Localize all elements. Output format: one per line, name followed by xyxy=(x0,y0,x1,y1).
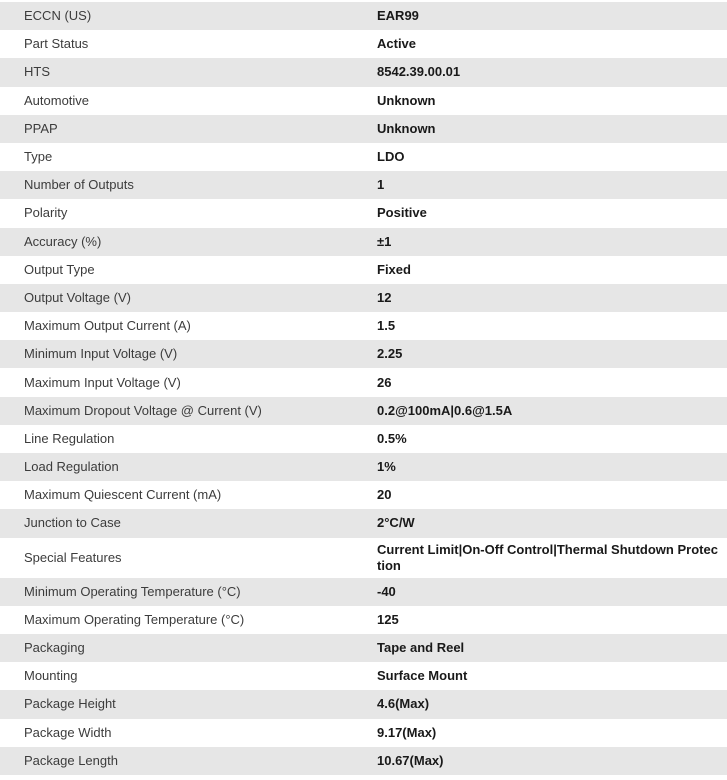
spec-label: HTS xyxy=(24,64,50,80)
spec-value: ±1 xyxy=(377,233,392,249)
spec-label: Automotive xyxy=(24,92,90,108)
spec-label: ECCN (US) xyxy=(24,8,92,24)
table-row xyxy=(0,87,727,115)
table-row xyxy=(0,115,727,143)
table-row xyxy=(0,312,727,340)
table-row xyxy=(0,256,727,284)
spec-value: 8542.39.00.01 xyxy=(377,64,461,80)
table-row xyxy=(0,634,727,662)
table-row xyxy=(0,368,727,396)
table-row xyxy=(0,143,727,171)
spec-label: Load Regulation xyxy=(24,459,119,475)
spec-value: Tape and Reel xyxy=(377,640,465,656)
spec-label: Accuracy (%) xyxy=(24,233,102,249)
spec-value: 0.5% xyxy=(377,430,407,446)
spec-label: Maximum Operating Temperature (°C) xyxy=(24,611,245,627)
table-row xyxy=(0,30,727,58)
spec-label: Output Voltage (V) xyxy=(24,289,131,305)
table-row xyxy=(0,340,727,368)
spec-label: Mounting xyxy=(24,668,78,684)
spec-value: EAR99 xyxy=(377,8,419,24)
spec-label: Package Width xyxy=(24,724,112,740)
spec-label: Part Status xyxy=(24,36,89,52)
spec-value: Active xyxy=(377,36,417,52)
spec-label: Package Length xyxy=(24,752,118,768)
table-row xyxy=(0,606,727,634)
spec-value: 2.25 xyxy=(377,346,403,362)
table-row xyxy=(0,747,727,775)
table-row xyxy=(0,228,727,256)
table-row xyxy=(0,690,727,718)
specifications-table xyxy=(0,2,727,775)
spec-value: 2°C/W xyxy=(377,515,415,531)
spec-value: 10.67(Max) xyxy=(377,752,444,768)
spec-label: Minimum Operating Temperature (°C) xyxy=(24,583,241,599)
spec-label: PPAP xyxy=(24,120,58,136)
spec-label: Special Features xyxy=(24,549,122,565)
table-row xyxy=(0,199,727,227)
spec-label: Minimum Input Voltage (V) xyxy=(24,346,178,362)
table-row xyxy=(0,2,727,30)
spec-value: 0.2@100mA|0.6@1.5A xyxy=(377,402,513,418)
spec-value: Unknown xyxy=(377,92,436,108)
spec-value: 1.5 xyxy=(377,318,396,334)
table-row xyxy=(0,425,727,453)
spec-value: 1% xyxy=(377,459,396,475)
spec-label: Maximum Output Current (A) xyxy=(24,318,191,334)
spec-value: 9.17(Max) xyxy=(377,724,437,740)
table-row xyxy=(0,453,727,481)
table-row xyxy=(0,397,727,425)
table-row xyxy=(0,284,727,312)
spec-value: Surface Mount xyxy=(377,668,468,684)
spec-label: Line Regulation xyxy=(24,430,115,446)
table-row xyxy=(0,481,727,509)
spec-value: 4.6(Max) xyxy=(377,696,430,712)
spec-label: Maximum Dropout Voltage @ Current (V) xyxy=(24,402,262,418)
spec-value: Current Limit|On-Off Control|Thermal Shutdown Protection xyxy=(377,541,718,573)
spec-label: Polarity xyxy=(24,205,68,221)
spec-value: LDO xyxy=(377,149,405,165)
spec-value: Positive xyxy=(377,205,427,221)
spec-value: 1 xyxy=(377,177,385,193)
spec-label: Number of Outputs xyxy=(24,177,134,193)
spec-label: Package Height xyxy=(24,696,116,712)
spec-label: Type xyxy=(24,149,53,165)
spec-label: Maximum Quiescent Current (mA) xyxy=(24,487,222,503)
spec-value: 125 xyxy=(377,611,399,627)
spec-label: Maximum Input Voltage (V) xyxy=(24,374,181,390)
spec-value: Fixed xyxy=(377,261,411,277)
spec-label: Junction to Case xyxy=(24,515,121,531)
table-row xyxy=(0,58,727,86)
spec-value: 26 xyxy=(377,374,392,390)
spec-value: -40 xyxy=(377,583,396,599)
table-row xyxy=(0,171,727,199)
table-row xyxy=(0,509,727,537)
spec-value: 20 xyxy=(377,487,392,503)
table-row xyxy=(0,719,727,747)
spec-label: Packaging xyxy=(24,640,85,656)
spec-value: 12 xyxy=(377,289,392,305)
table-row xyxy=(0,538,727,578)
spec-label: Output Type xyxy=(24,261,95,277)
table-row xyxy=(0,662,727,690)
spec-value: Unknown xyxy=(377,120,436,136)
table-row xyxy=(0,578,727,606)
